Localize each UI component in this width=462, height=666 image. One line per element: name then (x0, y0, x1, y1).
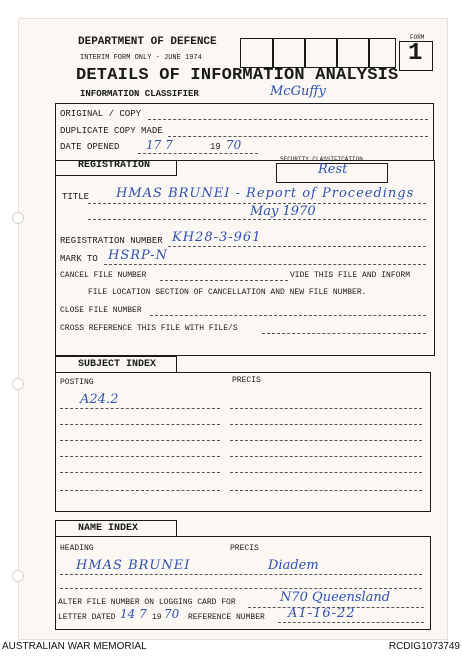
letter-dated-label: LETTER DATED (58, 613, 116, 622)
form-number: 1 (408, 40, 423, 67)
title-label: TITLE (62, 192, 90, 202)
classifier-label: INFORMATION CLASSIFIER (80, 89, 199, 99)
name-line (60, 588, 422, 589)
reg-number-line (168, 246, 426, 247)
name-line (60, 574, 422, 575)
cancel-label: CANCEL FILE NUMBER (60, 271, 147, 280)
date-year-value: 70 (226, 138, 242, 152)
code-cell (304, 38, 338, 68)
close-label: CLOSE FILE NUMBER (60, 306, 142, 315)
reference-line (278, 622, 424, 623)
mark-to-label: MARK TO (60, 254, 98, 264)
alter-value: N70 Queensland (280, 590, 391, 605)
posting-label: POSTING (60, 378, 94, 387)
reference-label: REFERENCE NUMBER (188, 613, 265, 622)
footer-left: AUSTRALIAN WAR MEMORIAL (2, 641, 147, 652)
precis-line (230, 424, 422, 425)
posting-line (60, 408, 220, 409)
code-cell (336, 38, 370, 68)
title-value-2: May 1970 (250, 204, 316, 219)
date-line (138, 153, 258, 154)
reference-value: A1-16-22 (288, 606, 356, 621)
original-copy-label: ORIGINAL / COPY (60, 109, 142, 119)
posting-line (60, 440, 220, 441)
code-cell (272, 38, 306, 68)
date-opened-value: 17 7 (146, 138, 173, 152)
footer-right: RCDIG1073749 (388, 641, 460, 652)
security-value: Rest (318, 162, 348, 177)
vide-text: VIDE THIS FILE AND INFORM (290, 271, 411, 280)
name-index-heading: NAME INDEX (78, 523, 139, 534)
code-cell (240, 38, 274, 68)
cross-ref-label: CROSS REFERENCE THIS FILE WITH FILE/S (60, 324, 238, 333)
title-value-1: HMAS BRUNEI - Report of Proceedings (116, 186, 415, 201)
precis-label: PRECIS (232, 376, 261, 385)
alter-label: ALTER FILE NUMBER ON LOGGING CARD FOR (58, 598, 236, 607)
letter-date-value: 14 7 (120, 607, 147, 621)
posting-line (60, 456, 220, 457)
precis-line (230, 490, 422, 491)
precis-line (230, 440, 422, 441)
cancel-line (160, 280, 288, 281)
subject-index-heading: SUBJECT INDEX (78, 359, 157, 370)
posting-line (60, 490, 220, 491)
posting-line (60, 424, 220, 425)
interim-note: INTERIM FORM ONLY - JUNE 1974 (80, 54, 202, 62)
posting-value: A24.2 (80, 392, 119, 407)
close-line (150, 315, 426, 316)
name-precis-value: Diadem (268, 558, 319, 573)
department-heading: DEPARTMENT OF DEFENCE (78, 36, 217, 48)
registration-heading: REGISTRATION (78, 160, 151, 171)
title-line-2 (88, 219, 426, 220)
cross-ref-line (262, 333, 426, 334)
code-cell (368, 38, 396, 68)
mark-to-value: HSRP-N (108, 248, 168, 263)
reg-number-label: REGISTRATION NUMBER (60, 236, 163, 246)
letter-year-value: 70 (164, 607, 180, 621)
reg-number-value: KH28-3-961 (172, 230, 262, 245)
duplicate-line (168, 136, 428, 137)
letter-year-prefix: 19 (152, 613, 162, 622)
duplicate-label: DUPLICATE COPY MADE (60, 126, 163, 136)
classifier-value: McGuffy (270, 84, 326, 99)
date-opened-label: DATE OPENED (60, 142, 120, 152)
punch-hole (12, 378, 24, 390)
posting-line (60, 472, 220, 473)
punch-hole (12, 212, 24, 224)
form-title: DETAILS OF INFORMATION ANALYSIS (76, 66, 399, 85)
name-precis-label: PRECIS (230, 544, 259, 553)
precis-line (230, 456, 422, 457)
date-year-prefix: 19 (210, 142, 221, 152)
original-line (148, 119, 428, 120)
heading-value: HMAS BRUNEI (76, 558, 191, 573)
form-label: FORM (410, 34, 425, 41)
security-label: SECURITY CLASSIFICATION (280, 156, 363, 163)
precis-line (230, 408, 422, 409)
file-location-text: FILE LOCATION SECTION OF CANCELLATION AND NEW FILE NUMBER. (88, 288, 367, 297)
heading-label: HEADING (60, 544, 94, 553)
punch-hole (12, 570, 24, 582)
precis-line (230, 472, 422, 473)
mark-to-line (104, 264, 426, 265)
